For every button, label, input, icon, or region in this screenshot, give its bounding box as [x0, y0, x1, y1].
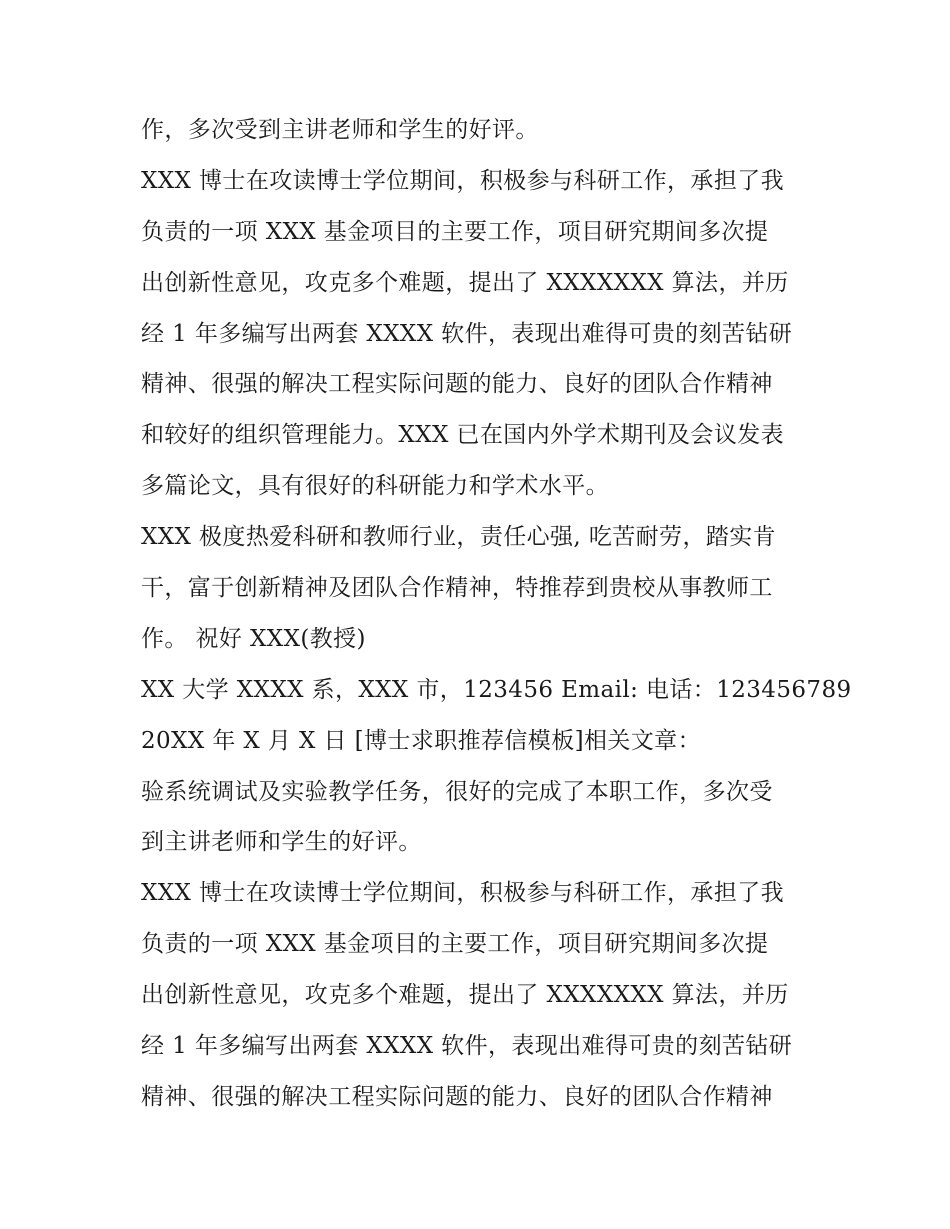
text-line: 经 1 年多编写出两套 XXXX 软件，表现出难得可贵的刻苦钻研	[141, 320, 793, 347]
text-line: 验系统调试及实验教学任务，很好的完成了本职工作，多次受	[141, 778, 773, 805]
text-line: XX 大学 XXXX 系，XXX 市，123456 Email: 电话：123456789	[141, 676, 852, 703]
text-line: 经 1 年多编写出两套 XXXX 软件，表现出难得可贵的刻苦钻研	[141, 1033, 793, 1060]
text-line: 作。 祝好 XXX(教授)	[141, 625, 366, 652]
text-line: 负责的一项 XXX 基金项目的主要工作，项目研究期间多次提	[141, 931, 769, 958]
text-line: XXX 极度热爱科研和教师行业，责任心强, 吃苦耐劳，踏实肯	[141, 524, 777, 551]
text-line: 负责的一项 XXX 基金项目的主要工作，项目研究期间多次提	[141, 218, 769, 245]
document-body	[141, 105, 852, 1123]
text-line: 出创新性意见，攻克多个难题，提出了 XXXXXXX 算法，并历	[141, 269, 789, 296]
text-line: 多篇论文，具有很好的科研能力和学术水平。	[141, 473, 609, 500]
text-line: 干，富于创新精神及团队合作精神，特推荐到贵校从事教师工	[141, 575, 773, 602]
text-line: 出创新性意见，攻克多个难题，提出了 XXXXXXX 算法，并历	[141, 982, 789, 1009]
text-line: 和较好的组织管理能力。XXX 已在国内外学术期刊及会议发表	[141, 422, 785, 449]
text-line: 作，多次受到主讲老师和学生的好评。	[141, 117, 539, 143]
text-line: 到主讲老师和学生的好评。	[141, 829, 422, 856]
text-line: XXX 博士在攻读博士学位期间，积极参与科研工作，承担了我	[141, 167, 785, 194]
text-line: XXX 博士在攻读博士学位期间，积极参与科研工作，承担了我	[141, 880, 785, 907]
text-line: 精神、很强的解决工程实际问题的能力、良好的团队合作精神	[141, 371, 773, 398]
text-line: 20XX 年 X 月 X 日 [博士求职推荐信模板]相关文章：	[141, 727, 701, 754]
text-line: 精神、很强的解决工程实际问题的能力、良好的团队合作精神	[141, 1083, 773, 1110]
